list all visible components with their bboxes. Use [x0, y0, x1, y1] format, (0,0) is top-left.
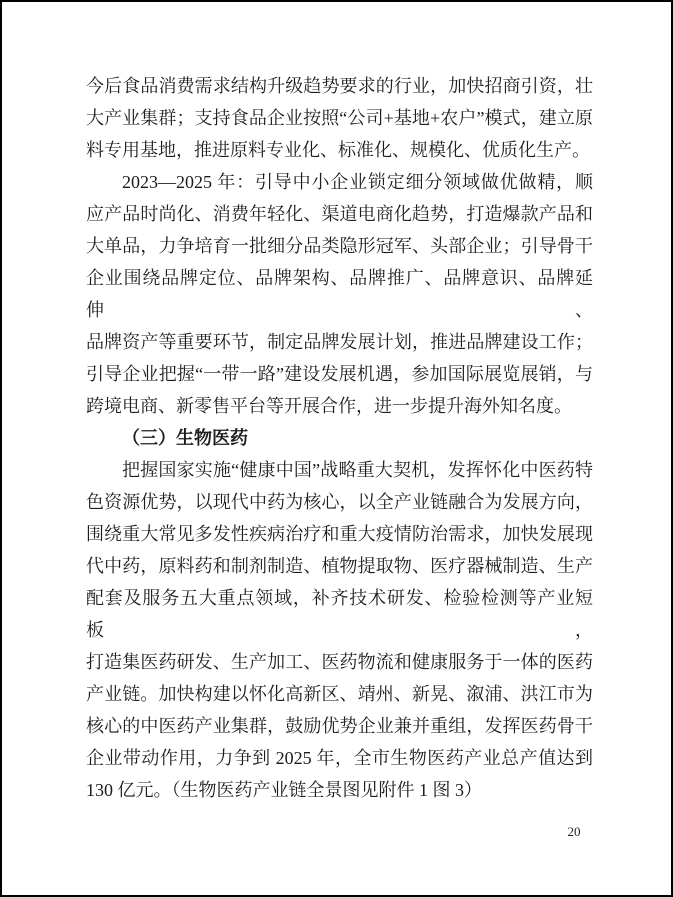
text-line: 色资源优势，以现代中药为核心，以全产业链融合为发展方向，: [86, 492, 593, 512]
text-line: 今后食品消费需求结构升级趋势要求的行业，加快招商引资，壮: [86, 76, 593, 96]
text-line: 企业带动作用，力争到 2025 年，全市生物医药产业总产值达到: [86, 748, 593, 768]
text-line: 打造集医药研发、生产加工、医药物流和健康服务于一体的医药: [86, 652, 593, 672]
text-line: 品牌资产等重要环节，制定品牌发展计划，推进品牌建设工作；: [86, 332, 593, 352]
text-line: 2023—2025 年：引导中小企业锁定细分领域做优做精，顺: [122, 172, 593, 192]
text-line: 料专用基地，推进原料专业化、标准化、规模化、优质化生产。: [86, 140, 590, 160]
text-line: 跨境电商、新零售平台等开展合作，进一步提升海外知名度。: [86, 396, 572, 416]
text-line: 引导企业把握“一带一路”建设发展机遇，参加国际展览展销，与: [86, 364, 593, 384]
text-line: 产业链。加快构建以怀化高新区、靖州、新晃、溆浦、洪江市为: [86, 684, 593, 704]
paragraph: [86, 454, 593, 806]
text-line: 大单品，力争培育一批细分品类隐形冠军、头部企业；引导骨干: [86, 236, 593, 256]
page-number: 20: [567, 824, 581, 839]
paragraph: [86, 166, 593, 422]
text-line: 企业围绕品牌定位、品牌架构、品牌推广、品牌意识、品牌延伸、: [86, 268, 593, 320]
document-body: [86, 70, 593, 806]
text-line: 把握国家实施“健康中国”战略重大契机，发挥怀化中医药特: [122, 460, 593, 480]
text-line: 围绕重大常见多发性疾病治疗和重大疫情防治需求，加快发展现: [86, 524, 593, 544]
text-line: （三）生物医药: [122, 428, 248, 448]
text-line: 大产业集群；支持食品企业按照“公司+基地+农户”模式，建立原: [86, 108, 593, 128]
text-line: 核心的中医药产业集群，鼓励优势企业兼并重组，发挥医药骨干: [86, 716, 593, 736]
text-line: 代中药，原料药和制剂制造、植物提取物、医疗器械制造、生产: [86, 556, 593, 576]
text-line: 配套及服务五大重点领域，补齐技术研发、检验检测等产业短板，: [86, 588, 593, 640]
text-line: 应产品时尚化、消费年轻化、渠道电商化趋势，打造爆款产品和: [86, 204, 593, 224]
paragraph: [86, 70, 593, 166]
section-heading: [86, 422, 593, 454]
text-line: 130 亿元。（生物医药产业链全景图见附件 1 图 3）: [86, 780, 482, 800]
